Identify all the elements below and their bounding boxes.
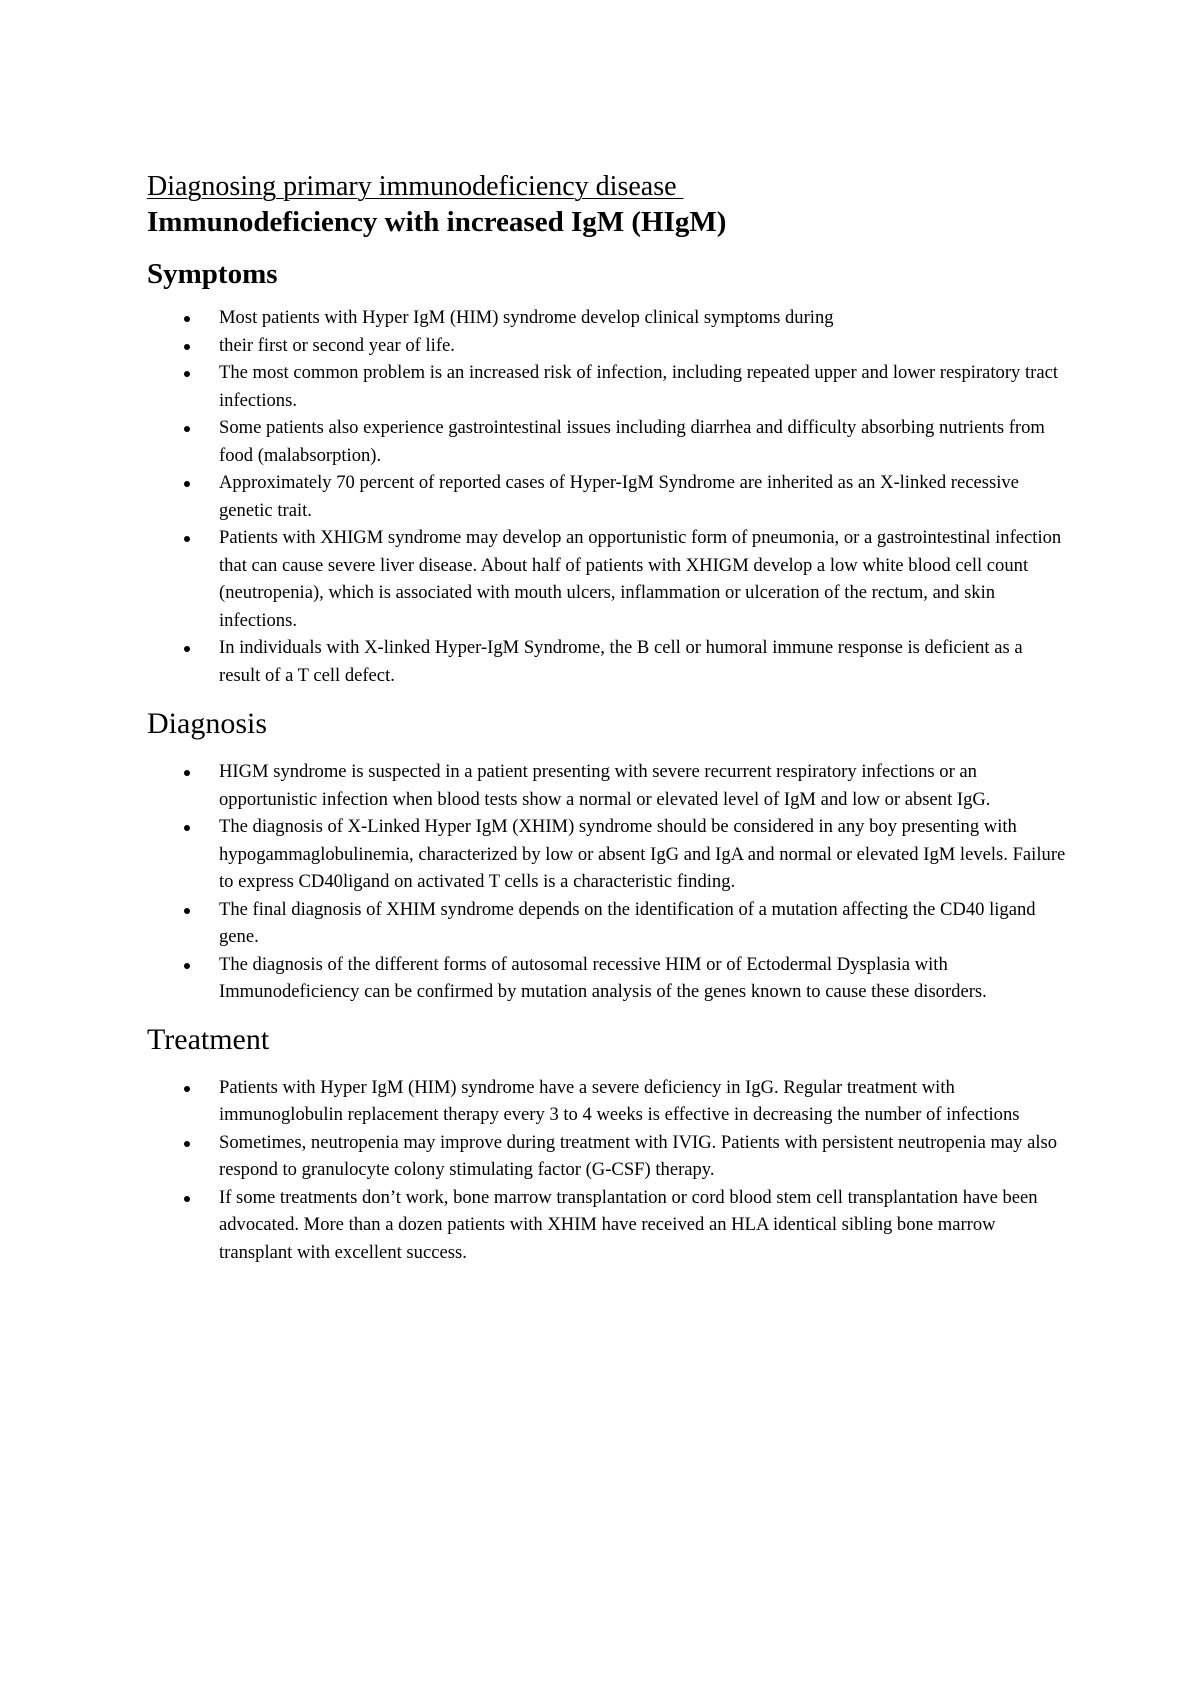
list-item [147,1074,1067,1129]
list-item [147,1184,1067,1267]
list-item-text: Patients with XHIGM syndrome may develop an opportunistic form of pneumonia, or a gastrointestinal infection that can cause severe liver disease. About half of patients with XHIGM develop a low white blood cell count (neutropenia), which is associated with mouth ulcers, inflammation or ulceration of the rectum, and skin infections. [219,527,1062,631]
treatment-list [147,1074,1067,1267]
list-item [147,1129,1067,1184]
document-body [147,170,1067,1266]
bullet-icon [184,1141,190,1147]
list-item-text: Some patients also experience gastrointestinal issues including diarrhea and difficulty absorbing nutrients from food (malabsorption). [219,417,1045,466]
bullet-icon [184,344,190,350]
list-item [147,524,1067,634]
list-item-text: The most common problem is an increased risk of infection, including repeated upper and lower respiratory tract infections. [219,362,1059,411]
document-subtitle: Immunodeficiency with increased IgM (HIgM) [147,206,727,238]
list-item [147,634,1067,689]
diagnosis-heading: Diagnosis [147,707,267,740]
list-item [147,469,1067,524]
bullet-icon [184,316,190,322]
list-item [147,332,1067,360]
list-item [147,359,1067,414]
bullet-icon [184,481,190,487]
treatment-heading: Treatment [147,1022,270,1056]
bullet-icon [184,646,190,652]
list-item [147,896,1067,951]
list-item-text: Patients with Hyper IgM (HIM) syndrome have a severe deficiency in IgG. Regular treatment with immunoglobulin replacement therapy every 3 to 4 weeks is effective in decreasing the number of infections [219,1076,1020,1125]
list-item [147,813,1067,896]
bullet-icon [184,426,190,432]
bullet-icon [184,963,190,969]
list-item-text: The final diagnosis of XHIM syndrome depends on the identification of a mutation affecting the CD40 ligand gene. [219,898,1036,947]
bullet-icon [184,1086,190,1092]
list-item-text: Sometimes, neutropenia may improve during treatment with IVIG. Patients with persistent neutropenia may also respond to granulocyte colony stimulating factor (G-CSF) therapy. [219,1131,1058,1180]
list-item-text: Approximately 70 percent of reported cases of Hyper-IgM Syndrome are inherited as an X-linked recessive genetic trait. [219,472,1019,521]
bullet-icon [184,770,190,776]
bullet-icon [184,1196,190,1202]
list-item-text: In individuals with X-linked Hyper-IgM Syndrome, the B cell or humoral immune response is deficient as a result of a T cell defect. [219,637,1023,686]
diagnosis-list [147,758,1067,1006]
list-item-text: The diagnosis of the different forms of autosomal recessive HIM or of Ectodermal Dysplasia with Immunodeficiency can be confirmed by mutation analysis of the genes known to cause these disorders. [219,953,987,1002]
list-item [147,414,1067,469]
bullet-icon [184,825,190,831]
list-item-text: their first or second year of life. [219,334,455,356]
document-title: Diagnosing primary immunodeficiency disease [147,171,684,202]
bullet-icon [184,908,190,914]
bullet-icon [184,371,190,377]
list-item [147,951,1067,1006]
list-item-text: Most patients with Hyper IgM (HIM) syndrome develop clinical symptoms during [219,307,834,328]
bullet-icon [184,536,190,542]
symptoms-list [147,304,1067,689]
list-item-text: The diagnosis of X-Linked Hyper IgM (XHIM) syndrome should be considered in any boy presenting with hypogammaglobulinemia, characterized by low or absent IgG and IgA and normal or elevated IgM levels. Failure to express CD40ligand on activated T cells is a characteristic finding. [219,816,1066,892]
list-item [147,304,1067,332]
list-item [147,758,1067,813]
list-item-text: If some treatments don’t work, bone marrow transplantation or cord blood stem cell transplantation have been advocated. More than a dozen patients with XHIM have received an HLA identical sibling bone marrow transplant with excellent success. [219,1186,1038,1263]
list-item-text: HIGM syndrome is suspected in a patient presenting with severe recurrent respiratory infections or an opportunistic infection when blood tests show a normal or elevated level of IgM and low or absent IgG. [219,761,991,810]
symptoms-heading: Symptoms [147,258,278,290]
